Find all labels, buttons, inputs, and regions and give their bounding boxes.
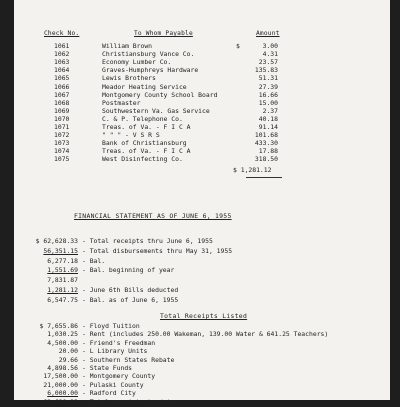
- receipt-description: - Friend's Freedman: [82, 338, 156, 347]
- check-amount: 433.30: [254, 139, 278, 148]
- check-number: 1065: [54, 74, 70, 83]
- check-amount: 27.39: [258, 82, 278, 91]
- check-number: 1072: [54, 131, 70, 140]
- financial-amount: 56,351.15: [43, 246, 78, 255]
- financial-description: - Total disbursements thru May 31, 1955: [82, 246, 233, 255]
- check-number: 1073: [54, 139, 70, 148]
- check-amount: 15.00: [258, 98, 278, 107]
- check-number: 1075: [54, 155, 70, 164]
- check-amount: 40.18: [258, 114, 278, 123]
- check-payee: " " " - V S R S: [102, 131, 160, 140]
- financial-description: - Bal. beginning of year: [82, 266, 175, 275]
- check-number: 1063: [54, 58, 70, 67]
- checks-total-rule: [246, 177, 282, 178]
- check-number: 1062: [54, 50, 70, 59]
- check-amount: 91.14: [258, 123, 278, 131]
- document-page: [14, 0, 390, 406]
- check-payee: Graves-Humphreys Hardware: [102, 66, 199, 75]
- header-check-no: Check No.: [44, 30, 80, 37]
- check-payee: Christiansburg Vance Co.: [102, 50, 195, 59]
- financial-amount: 1,551.69: [47, 266, 78, 275]
- receipt-amount: 29.66: [58, 355, 78, 364]
- financial-description: - June 6th Bills deducted: [82, 286, 179, 294]
- check-payee: Economy Lumber Co.: [102, 58, 172, 67]
- check-payee: William Brown: [102, 42, 153, 50]
- check-amount: 23.57: [258, 58, 278, 67]
- receipt-description: - Pulaski County: [82, 380, 144, 389]
- check-amount: 51.31: [258, 74, 278, 83]
- check-payee: Montgomery County School Board: [102, 90, 218, 99]
- checks-total: $ 1,281.12: [233, 166, 272, 174]
- receipt-amount: 17,500.00: [43, 372, 78, 381]
- receipt-amount: 20.00: [58, 347, 78, 356]
- check-payee: Lewis Brothers: [102, 74, 156, 83]
- check-payee: Bank of Christiansburg: [102, 139, 187, 148]
- check-payee: Postmaster: [102, 98, 141, 107]
- first-dollar-sign: $: [236, 42, 240, 50]
- receipt-description: - Radford City: [82, 389, 136, 398]
- financial-amount: 1,281.12: [47, 286, 78, 294]
- check-payee: Southwestern Va. Gas Service: [102, 106, 210, 115]
- receipt-row: [14, 398, 390, 407]
- check-number: 1070: [54, 114, 70, 123]
- receipt-description: - Southern States Rebate: [82, 355, 175, 364]
- receipt-amount: 4,500.00: [47, 338, 78, 347]
- check-number: 1066: [54, 82, 70, 91]
- check-payee: West Disinfecting Co.: [102, 155, 183, 164]
- receipt-amount: 6,000.00: [47, 389, 78, 398]
- check-number: 1067: [54, 90, 70, 99]
- financial-row: [14, 295, 390, 306]
- financial-amount: 6,277.18: [47, 256, 78, 265]
- check-number: 1069: [54, 106, 70, 115]
- header-amount: Amount: [256, 30, 280, 37]
- check-amount: 17.88: [258, 147, 278, 156]
- receipt-amount: 62,628.33: [43, 397, 78, 406]
- financial-amount: 7,831.87: [47, 276, 78, 285]
- check-payee: Treas. of Va. - F I C A: [102, 123, 191, 131]
- receipt-amount: 4,898.56: [47, 364, 78, 372]
- check-payee: Treas. of Va. - F I C A: [102, 147, 191, 156]
- receipt-description: - L Library Units: [82, 347, 148, 356]
- financial-description: - Bal.: [82, 256, 106, 265]
- check-number: 1061: [54, 42, 70, 50]
- check-amount: 4.31: [262, 50, 278, 59]
- check-number: 1074: [54, 147, 70, 156]
- receipt-amount: 21,000.00: [43, 380, 78, 389]
- check-payee: C. & P. Telephone Co.: [102, 114, 183, 123]
- financial-amount: 6,547.75: [47, 295, 78, 304]
- financial-statement-title: FINANCIAL STATEMENT AS OF JUNE 6, 1955: [74, 212, 232, 220]
- check-number: 1071: [54, 123, 70, 131]
- financial-amount: $ 62,628.33: [35, 237, 78, 245]
- check-amount: 318.50: [254, 155, 278, 164]
- check-amount: 135.83: [254, 66, 278, 75]
- receipt-description: - State Funds: [82, 364, 133, 372]
- check-amount: 16.66: [258, 90, 278, 99]
- receipt-description: - Total receipts to date: [82, 397, 175, 406]
- check-amount: 2.37: [262, 106, 278, 115]
- financial-description: - Total receipts thru June 6, 1955: [82, 237, 213, 245]
- check-payee: Meador Heating Service: [102, 82, 187, 91]
- check-number: 1064: [54, 66, 70, 75]
- check-row: [14, 155, 390, 164]
- financial-description: - Bal. as of June 6, 1955: [82, 295, 179, 304]
- receipt-description: - Rent (includes 250.00 Wakeman, 139.00 Water & 641.25 Teachers): [82, 330, 329, 339]
- receipt-amount: $ 7,655.86: [39, 322, 78, 330]
- check-number: 1068: [54, 98, 70, 107]
- receipt-description: - Montgomery County: [82, 372, 156, 381]
- receipt-description: - Floyd Tuition: [82, 322, 140, 330]
- receipts-title: Total Receipts Listed: [160, 312, 248, 320]
- receipt-amount: 1,030.25: [47, 330, 78, 339]
- check-amount: 3.00: [262, 42, 278, 50]
- header-to-whom-payable: To Whom Payable: [134, 30, 193, 37]
- check-amount: 101.68: [254, 131, 278, 140]
